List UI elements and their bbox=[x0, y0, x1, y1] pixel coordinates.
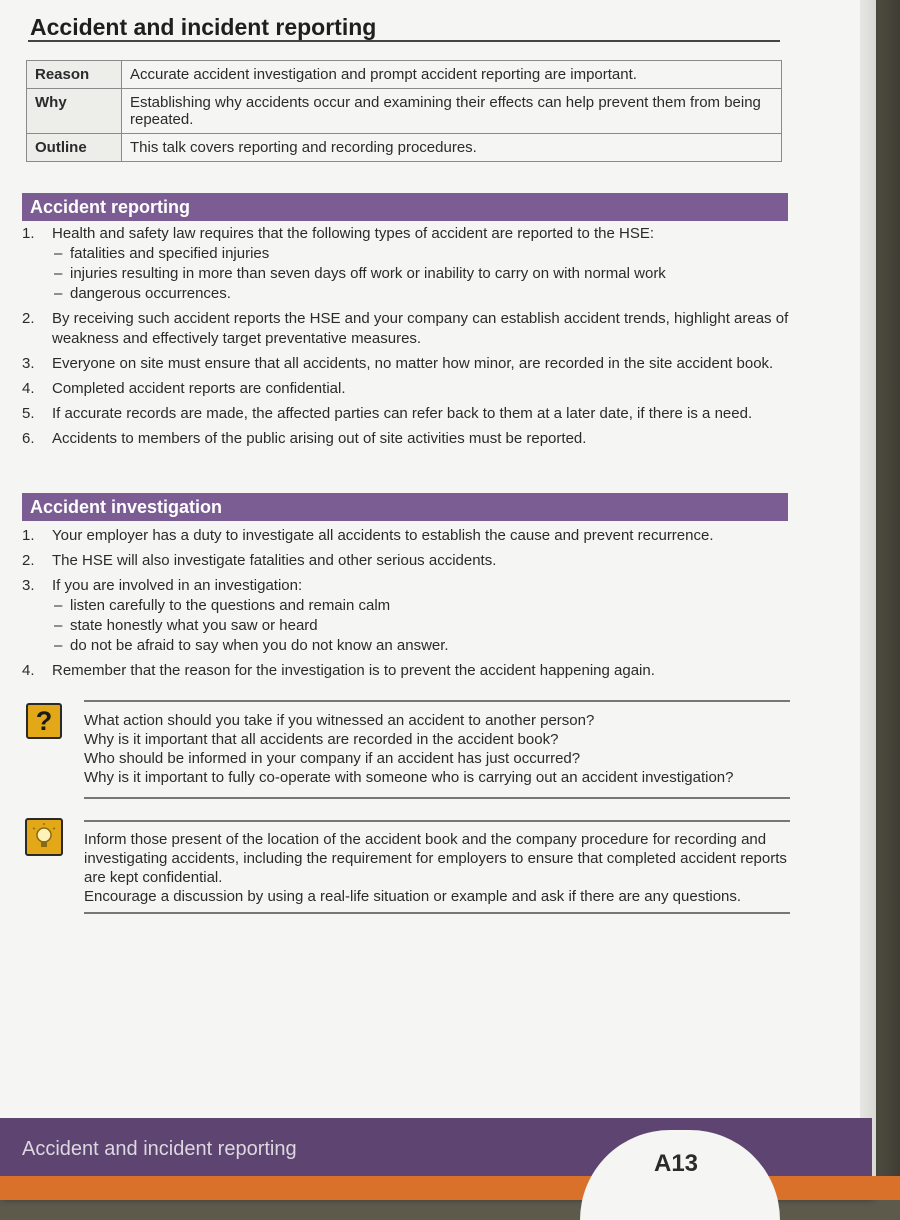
dash-icon: – bbox=[54, 597, 63, 614]
item-text: Completed accident reports are confidential. bbox=[52, 380, 346, 397]
dash-icon: – bbox=[54, 617, 63, 634]
item-number: 3. bbox=[22, 355, 35, 372]
section-heading-investigation: Accident investigation bbox=[22, 493, 788, 521]
table-row bbox=[27, 134, 782, 162]
tip-text: Inform those present of the location of the accident book and the company procedure for recording and investigating accidents, including the requirement for employers to ensure that completed accident reports are kept confidential. bbox=[84, 831, 787, 886]
list-item bbox=[22, 309, 792, 349]
sub-item: – listen carefully to the questions and remain calm bbox=[54, 597, 391, 614]
item-number: 3. bbox=[22, 577, 35, 594]
question-text: What action should you take if you witnessed an accident to another person? bbox=[84, 712, 595, 729]
item-text: Accidents to members of the public arising out of site activities must be reported. bbox=[52, 430, 587, 447]
table-row bbox=[27, 89, 782, 134]
list-item bbox=[22, 404, 792, 424]
dash-icon: – bbox=[54, 637, 63, 654]
summary-table bbox=[26, 60, 782, 162]
question-text: Why is it important that all accidents are recorded in the accident book? bbox=[84, 731, 559, 748]
table-value: Accurate accident investigation and prompt accident reporting are important. bbox=[122, 61, 782, 89]
table-key: Outline bbox=[27, 134, 122, 162]
list-item bbox=[22, 379, 792, 399]
item-text: Remember that the reason for the investigation is to prevent the accident happening again. bbox=[52, 662, 655, 679]
item-text: Health and safety law requires that the following types of accident are reported to the HSE: bbox=[52, 225, 655, 242]
sub-item: – dangerous occurrences. bbox=[54, 285, 231, 302]
item-text: If accurate records are made, the affected parties can refer back to them at a later date, if there is a need. bbox=[52, 405, 753, 422]
item-text: If you are involved in an investigation: bbox=[52, 577, 303, 594]
table-row bbox=[27, 61, 782, 89]
lightbulb-icon bbox=[27, 820, 61, 854]
instructor-tips bbox=[84, 830, 794, 906]
sub-item: – injuries resulting in more than seven days off work or inability to carry on with normal work bbox=[54, 265, 666, 282]
item-number: 1. bbox=[22, 225, 35, 242]
table-value: This talk covers reporting and recording procedures. bbox=[122, 134, 782, 162]
divider bbox=[84, 700, 790, 702]
list-item bbox=[22, 551, 792, 571]
question-text: Why is it important to fully co-operate with someone who is carrying out an accident investigation? bbox=[84, 769, 734, 786]
list-item bbox=[22, 354, 792, 374]
item-number: 1. bbox=[22, 527, 35, 544]
divider bbox=[84, 820, 790, 822]
question-text: Who should be informed in your company if an accident has just occurred? bbox=[84, 750, 581, 767]
divider bbox=[84, 797, 790, 799]
page-title: Accident and incident reporting bbox=[30, 14, 377, 40]
dash-icon: – bbox=[54, 265, 63, 282]
question-mark-icon: ? bbox=[26, 703, 62, 739]
divider bbox=[84, 912, 790, 914]
section-heading-reporting: Accident reporting bbox=[22, 193, 788, 221]
list-item bbox=[22, 429, 792, 449]
title-rule bbox=[28, 40, 780, 42]
list-item bbox=[22, 576, 792, 656]
item-number: 5. bbox=[22, 405, 35, 422]
item-number: 2. bbox=[22, 552, 35, 569]
item-text: Your employer has a duty to investigate all accidents to establish the cause and prevent recurrence. bbox=[52, 527, 714, 544]
item-text: Everyone on site must ensure that all accidents, no matter how minor, are recorded in the site accident book. bbox=[52, 355, 774, 372]
dash-icon: – bbox=[54, 245, 63, 262]
item-number: 4. bbox=[22, 662, 35, 679]
item-number: 4. bbox=[22, 380, 35, 397]
sub-item: – fatalities and specified injuries bbox=[54, 245, 270, 262]
footer-title: Accident and incident reporting bbox=[22, 1138, 297, 1160]
tip-text: Encourage a discussion by using a real-life situation or example and ask if there are any questions. bbox=[84, 888, 742, 905]
item-text: By receiving such accident reports the HSE and your company can establish accident trends, highlight areas of weakness and effectively target preventative measures. bbox=[52, 310, 789, 347]
list-item bbox=[22, 224, 792, 304]
dash-icon: – bbox=[54, 285, 63, 302]
section-code: A13 bbox=[654, 1150, 699, 1177]
lightbulb-icon bbox=[25, 818, 63, 856]
investigation-list bbox=[22, 526, 792, 686]
list-item bbox=[22, 526, 792, 546]
table-value: Establishing why accidents occur and examining their effects can help prevent them from being repeated. bbox=[122, 89, 782, 134]
sub-item: – do not be afraid to say when you do not know an answer. bbox=[54, 637, 449, 654]
page-edge bbox=[860, 0, 876, 1200]
discussion-questions bbox=[84, 711, 794, 787]
item-text: The HSE will also investigate fatalities and other serious accidents. bbox=[52, 552, 497, 569]
list-item bbox=[22, 661, 792, 681]
sub-item: – state honestly what you saw or heard bbox=[54, 617, 318, 634]
item-number: 2. bbox=[22, 310, 35, 327]
reporting-list bbox=[22, 224, 792, 454]
table-key: Reason bbox=[27, 61, 122, 89]
table-key: Why bbox=[27, 89, 122, 134]
item-number: 6. bbox=[22, 430, 35, 447]
